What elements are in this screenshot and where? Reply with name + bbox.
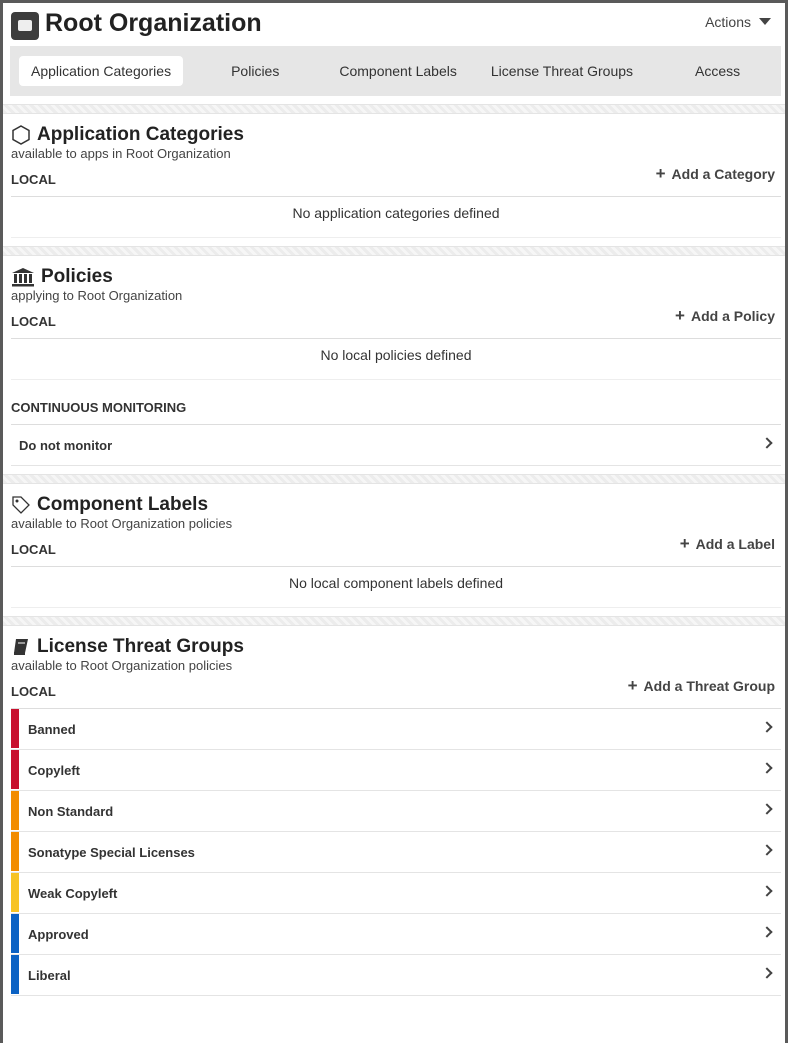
plus-icon: +	[675, 306, 685, 325]
add-category-button[interactable]: + Add a Category	[655, 164, 775, 183]
plus-icon: +	[655, 164, 666, 183]
component-labels-section	[3, 494, 785, 608]
tab-application-categories[interactable]: Application Categories	[19, 56, 183, 86]
threat-group-row[interactable]	[11, 914, 781, 955]
threat-group-row[interactable]	[11, 873, 781, 914]
continuous-monitoring-row[interactable]	[11, 425, 781, 466]
row-label: Liberal	[28, 967, 71, 983]
caret-down-icon	[759, 18, 771, 25]
row-label: Sonatype Special Licenses	[28, 844, 195, 860]
actions-menu[interactable]	[705, 14, 771, 30]
section-title: Policies	[41, 266, 113, 287]
local-label: LOCAL	[11, 172, 56, 187]
tab-access[interactable]: Access	[695, 63, 741, 79]
threat-group-row[interactable]	[11, 955, 781, 996]
bank-icon	[11, 267, 35, 287]
row-label: Do not monitor	[19, 437, 113, 453]
local-label: LOCAL	[11, 542, 56, 557]
add-policy-button[interactable]: + Add a Policy	[675, 306, 775, 325]
threat-level-color-bar	[11, 914, 19, 953]
section-tabs	[10, 46, 781, 96]
add-label-button[interactable]: + Add a Label	[679, 534, 775, 553]
tab-policies[interactable]: Policies	[231, 63, 280, 79]
header	[3, 3, 785, 46]
continuous-monitoring-label: CONTINUOUS MONITORING	[11, 400, 781, 425]
threat-level-color-bar	[11, 955, 19, 994]
empty-message: No application categories defined	[11, 197, 781, 238]
hexagon-icon	[11, 125, 31, 145]
chevron-right-icon	[761, 437, 772, 448]
threat-level-color-bar	[11, 873, 19, 912]
divider	[3, 246, 785, 256]
threat-group-list	[11, 709, 781, 996]
chevron-right-icon	[761, 803, 772, 814]
chevron-right-icon	[761, 967, 772, 978]
book-icon	[11, 637, 31, 657]
row-label: Weak Copyleft	[28, 885, 118, 901]
section-subtitle: available to Root Organization policies	[11, 516, 233, 531]
tab-component-labels[interactable]: Component Labels	[339, 63, 457, 79]
row-label: Banned	[28, 721, 76, 737]
page-title: Root Organization	[45, 9, 262, 37]
chevron-right-icon	[761, 926, 772, 937]
threat-level-color-bar	[11, 791, 19, 830]
local-label: LOCAL	[11, 684, 56, 699]
threat-group-row[interactable]	[11, 791, 781, 832]
threat-level-color-bar	[11, 750, 19, 789]
section-subtitle: applying to Root Organization	[11, 288, 183, 303]
section-subtitle: available to apps in Root Organization	[11, 146, 231, 161]
row-label: Non Standard	[28, 803, 114, 819]
organization-icon	[11, 12, 39, 40]
chevron-right-icon	[761, 762, 772, 773]
threat-group-row[interactable]	[11, 709, 781, 750]
section-title: Component Labels	[37, 494, 209, 515]
section-subtitle: available to Root Organization policies	[11, 658, 233, 673]
section-title: License Threat Groups	[37, 636, 244, 657]
chevron-right-icon	[761, 721, 772, 732]
divider	[3, 474, 785, 484]
empty-message: No local policies defined	[11, 339, 781, 380]
application-categories-section	[3, 124, 785, 238]
threat-level-color-bar	[11, 832, 19, 871]
divider	[3, 104, 785, 114]
chevron-right-icon	[761, 885, 772, 896]
tab-license-threat-groups[interactable]: License Threat Groups	[490, 63, 634, 79]
chevron-right-icon	[761, 844, 772, 855]
divider	[3, 616, 785, 626]
section-title: Application Categories	[37, 124, 244, 145]
threat-group-row[interactable]	[11, 832, 781, 873]
plus-icon: +	[627, 676, 638, 695]
policies-section	[3, 266, 785, 466]
tag-icon	[11, 495, 31, 515]
empty-message: No local component labels defined	[11, 567, 781, 608]
threat-level-color-bar	[11, 709, 19, 748]
local-label: LOCAL	[11, 314, 56, 329]
row-label: Copyleft	[28, 762, 80, 778]
threat-group-row[interactable]	[11, 750, 781, 791]
plus-icon: +	[679, 534, 690, 553]
row-label: Approved	[28, 926, 89, 942]
actions-label: Actions	[705, 14, 751, 30]
license-threat-groups-section	[3, 636, 785, 996]
add-threat-group-button[interactable]: + Add a Threat Group	[627, 676, 775, 695]
